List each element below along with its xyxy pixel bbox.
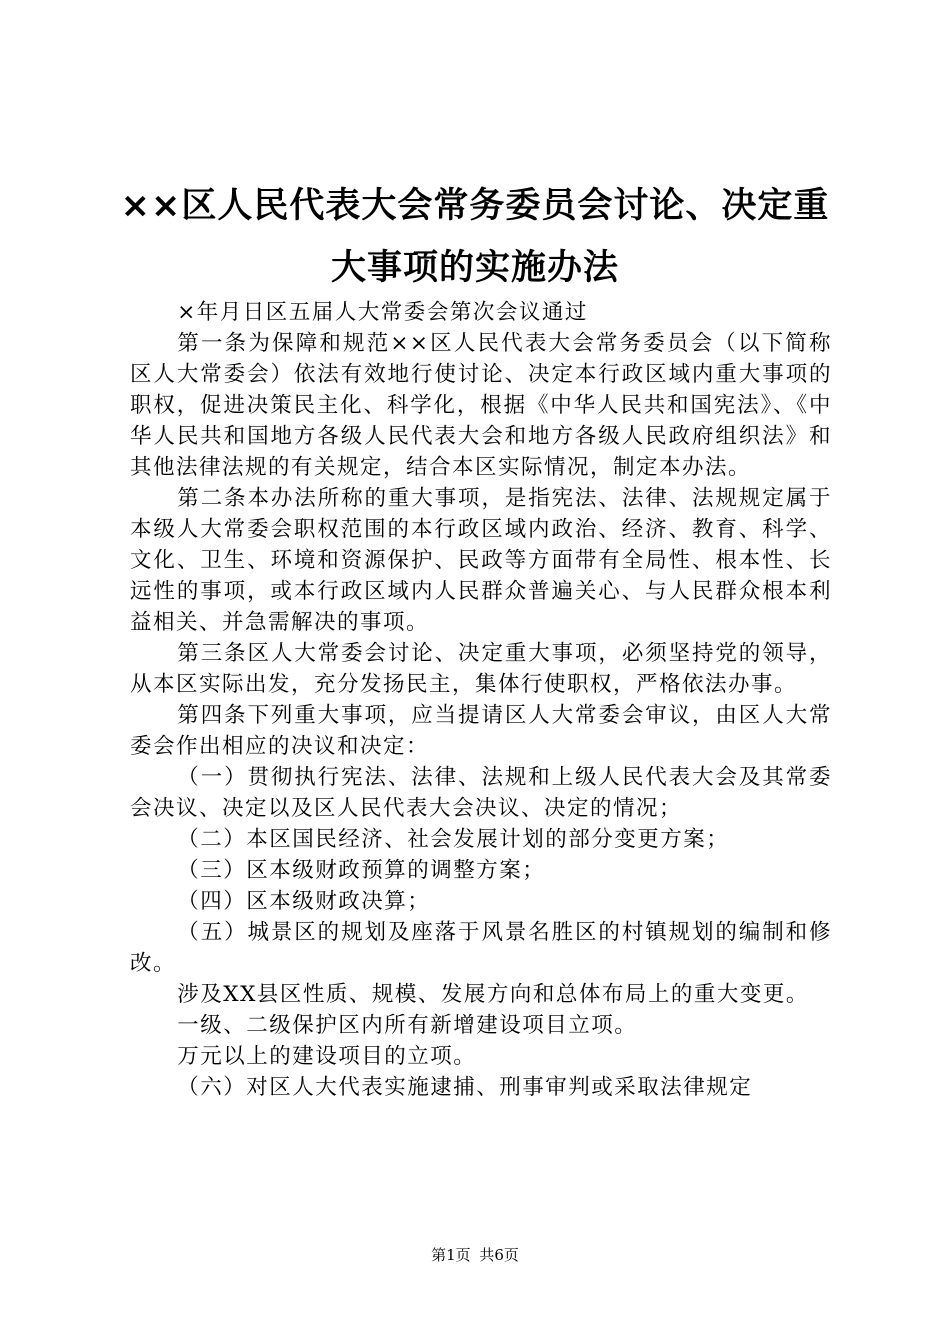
article-1: 第一条为保障和规范××区人民代表大会常务委员会（以下简称区人大常委会）依法有效地行使讨论、决定本行政区域内重大事项的职权，促进决策民主化、科学化，根据《中华人民共和国宪法》、《中华人民共和国地方各级人民代表大会和地方各级人民政府组织法》和其他法律法规的有关规定，结合本区实际情况，制定本办法。	[130, 331, 832, 480]
article-4-item-3: （三）区本级财政预算的调整方案；	[177, 858, 546, 883]
article-4-item-5-sub-1: 涉及XX县区性质、规模、发展方向和总体布局上的重大变更。	[177, 982, 809, 1007]
article-4-item-5-sub-2: 一级、二级保护区内所有新增建设项目立项。	[177, 1013, 638, 1038]
article-4-item-1: （一）贯彻执行宪法、法律、法规和上级人民代表大会及其常委会决议、决定以及区人民代表大会决议、决定的情况；	[130, 765, 832, 821]
document-title-line-1: ××区人民代表大会常务委员会讨论、决定重	[120, 186, 830, 226]
document-body	[130, 297, 832, 1103]
document-title-line-2: 大事项的实施办法	[330, 248, 619, 288]
adoption-note: ×年月日区五届人大常委会第次会议通过	[177, 300, 588, 325]
article-4-item-6: （六）对区人大代表实施逮捕、刑事审判或采取法律规定	[177, 1075, 753, 1100]
article-4-item-2: （二）本区国民经济、社会发展计划的部分变更方案；	[177, 827, 730, 852]
article-4-item-5: （五）城景区的规划及座落于风景名胜区的村镇规划的编制和修改。	[130, 920, 832, 976]
page-footer	[0, 1245, 950, 1265]
page-number: 第1页	[431, 1246, 471, 1264]
article-4-item-4: （四）区本级财政决算；	[177, 889, 431, 914]
article-2: 第二条本办法所称的重大事项，是指宪法、法律、法规规定属于本级人大常委会职权范围的本行政区域内政治、经济、教育、科学、文化、卫生、环境和资源保护、民政等方面带有全局性、根本性、长远性的事项，或本行政区域内人民群众普遍关心、与人民群众根本利益相关、并急需解决的事项。	[130, 486, 832, 635]
article-4-item-5-sub-3: 万元以上的建设项目的立项。	[177, 1044, 477, 1069]
page-total: 共6页	[479, 1246, 519, 1264]
article-4: 第四条下列重大事项，应当提请区人大常委会审议，由区人大常委会作出相应的决议和决定：	[130, 703, 832, 759]
article-3: 第三条区人大常委会讨论、决定重大事项，必须坚持党的领导，从本区实际出发，充分发扬民主，集体行使职权，严格依法办事。	[130, 641, 832, 697]
